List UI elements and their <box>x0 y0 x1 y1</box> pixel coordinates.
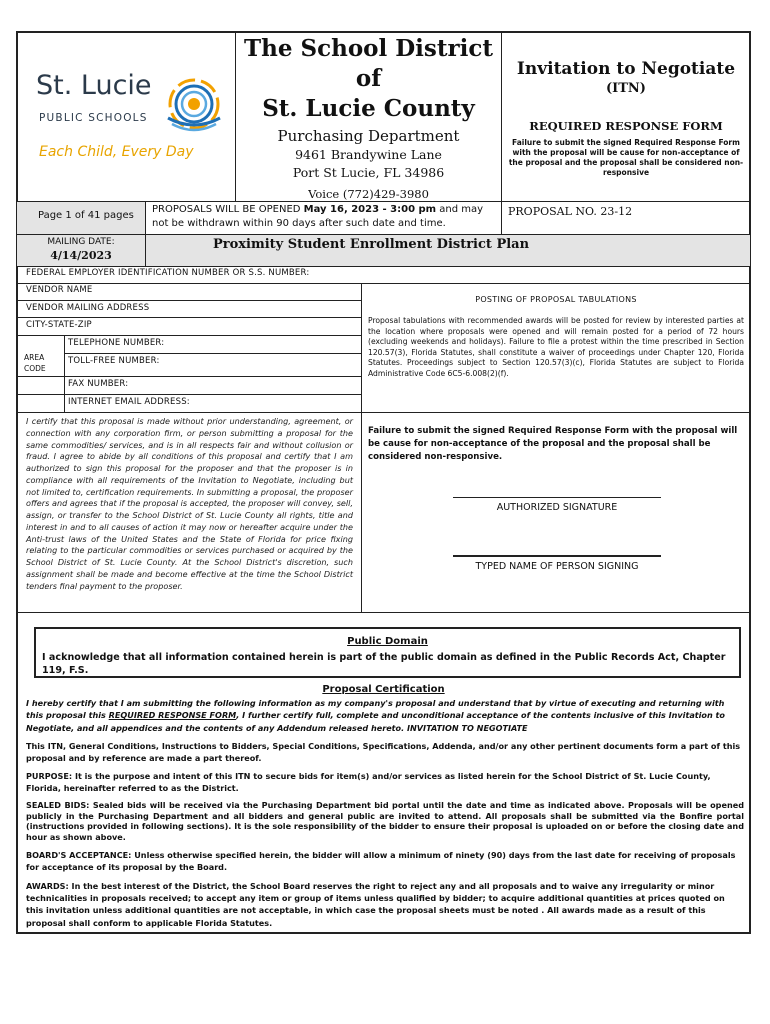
mailing-date-block <box>17 236 145 264</box>
authorized-signature-line[interactable] <box>453 497 661 498</box>
email-field[interactable]: INTERNET EMAIL ADDRESS: <box>68 397 190 407</box>
proposal-certification-text <box>26 697 744 734</box>
opening-suffix: and may <box>436 204 484 215</box>
proposal-number: PROPOSAL NO. 23-12 <box>508 205 633 218</box>
failure-notice: Failure to submit the signed Required Response Form with the proposal will be cause for non-acceptance of the proposal and the proposal shall be considered non-responsive. <box>368 426 738 462</box>
purpose-clause: PURPOSE: It is the purpose and intent of this ITN to secure bids for item(s) and/or services as listed herein for the School District of St. Lucie County, Florida, hereinafter referred to as the District. <box>26 771 711 793</box>
department-name: Purchasing Department <box>277 127 460 145</box>
toll-free-field[interactable]: TOLL-FREE NUMBER: <box>68 356 160 366</box>
opening-notice <box>152 203 497 231</box>
sun-logo-icon <box>158 74 238 140</box>
itn-abbr: (ITN) <box>606 81 646 96</box>
public-domain-heading: Public Domain <box>347 636 428 647</box>
required-form-note: Failure to submit the signed Required Response Form with the proposal will be cause for non-acceptance of the proposal and the proposal shall be considered non-responsive <box>508 138 744 177</box>
awards-clause: AWARDS: In the best interest of the District, the School Board reserves the right to reject any and all proposals and to waive any irregularity or minor technicalities in proposals received; to accept any item or group of items unless qualified by bidder; to acquire additional quantities at prices quoted on this invitation unless additional quantities are not acceptable, in which case the proposal sheets must be noted . All awards made as a result of this proposal shall conform to applicable Florida Statutes. <box>26 881 725 928</box>
public-domain-text: I acknowledge that all information contained herein is part of the public domain as defined in the Public Records Act, Chapter 119, F.S. <box>42 652 726 676</box>
typed-name-label: TYPED NAME OF PERSON SIGNING <box>475 561 639 572</box>
proposal-certification-heading: Proposal Certification <box>322 684 445 695</box>
logo-subtitle: PUBLIC SCHOOLS <box>39 112 148 124</box>
logo-tagline: Each Child, Every Day <box>39 144 194 160</box>
vendor-address-field[interactable]: VENDOR MAILING ADDRESS <box>26 303 150 313</box>
address-line2: Port St Lucie, FL 34986 <box>292 165 445 180</box>
district-title-line2: of <box>355 65 382 92</box>
mailing-date: 4/14/2023 <box>50 249 112 262</box>
posting-text: Proposal tabulations with recommended awards will be posted for review by interested parties at the location where proposals were opened and will remain posted for a period of 72 hours (excluding weekends and holidays). Failure to file a protest within the time prescribed in Section 120.57(3), Florida Statutes, shall constitute a waiver of proceedings under Chapter 120, Florida Statutes. Proceedings subject to Section 120.57(3)(c), Florida Statutes are subject to Florida Administrative Code 6C5-6.008(2)(f). <box>368 316 744 378</box>
logo-name: St. Lucie <box>36 70 152 101</box>
voice-phone: Voice (772)429-3980 <box>308 187 429 201</box>
certification-text-b: , I further certify full, complete and unconditional acceptance of the contents inclusive of this Invitation to Negotiate, and all appendices and the contents of any Addendum released hereto. INVITATION TO NEGOTIATE <box>26 710 725 733</box>
district-title-line3: St. Lucie County <box>262 95 475 122</box>
certify-text: I certify that this proposal is made without prior understanding, agreement, or connection with any corporation firm, or person submitting a proposal for the same commodities/ services, and is in all respects fair and without collusion or fraud. I agree to abide by all conditions of this proposal and certify that I am authorized to sign this proposal for the proposer and that the proposer is in compliance with all requirements of the Invitation to Negotiate, including but not limited to, certification requirements. In submitting a proposal, the proposer offers and agrees that if the proposal is accepted, the proposer will convey, sell, assign, or transfer to the School District of St. Lucie County all rights, title and interest in and to all causes of action it may now or hereafter acquire under the Anti-trust laws of the United States and the State of Florida for price fixing relating to the particular commodities or services purchased or acquired by the School District of St. Lucie County. At the School District's discretion, such assignment shall be made and become effective at the time the School District tenders final payment to the proposer. <box>26 416 353 591</box>
mailing-date-label: MAILING DATE: <box>47 237 115 247</box>
sealed-bids-clause: SEALED BIDS: Sealed bids will be received via the Purchasing Department bid portal until the date and time as indicated above. Proposals will be opened publicly in the Purchasing Department and all bidders and general public are invited to attend. All proposals shall be submitted via the Bonfire portal (instructions provided in following sections). It is the sole responsibility of the bidder to ensure their proposal is uploaded on or before the closing date and hour as shown above. <box>26 800 744 842</box>
telephone-field[interactable]: TELEPHONE NUMBER: <box>68 338 165 348</box>
project-title: Proximity Student Enrollment District Plan <box>212 237 530 252</box>
itn-header <box>502 58 750 178</box>
certification-form-name: REQUIRED RESPONSE FORM <box>108 710 237 721</box>
vendor-name-field[interactable]: VENDOR NAME <box>26 285 93 295</box>
fein-field[interactable]: FEDERAL EMPLOYER IDENTIFICATION NUMBER OR S.S. NUMBER: <box>26 268 310 278</box>
area-code-label: AREA CODE <box>24 353 46 373</box>
district-header <box>236 34 501 204</box>
posting-heading: POSTING OF PROPOSAL TABULATIONS <box>475 295 637 304</box>
typed-name-line[interactable] <box>453 555 661 557</box>
boards-acceptance-clause: BOARD'S ACCEPTANCE: Unless otherwise specified herein, the bidder will allow a minimum of ninety (90) days from the last date for receiving of proposals for acceptance of its proposal by the Board. <box>26 850 736 872</box>
district-title-line1: The School District <box>244 35 493 62</box>
withdraw-notice: not be withdrawn within 90 days after such date and time. <box>152 218 446 229</box>
district-logo <box>36 68 236 168</box>
itn-title: Invitation to Negotiate <box>516 59 736 79</box>
address-line1: 9461 Brandywine Lane <box>295 147 442 162</box>
required-form-title: REQUIRED RESPONSE FORM <box>529 119 723 133</box>
fax-field[interactable]: FAX NUMBER: <box>68 379 129 389</box>
certification-text-a: I hereby certify that I am submitting the following information as my company's proposal and understand that by virtue of executing and returning with this proposal this <box>26 698 725 721</box>
opening-date: May 16, 2023 - 3:00 pm <box>303 204 437 215</box>
authorized-signature-label: AUTHORIZED SIGNATURE <box>496 502 618 513</box>
page-count: Page 1 of 41 pages <box>38 210 134 221</box>
opening-prefix: PROPOSALS WILL BE OPENED <box>152 204 304 215</box>
city-state-zip-field[interactable]: CITY-STATE-ZIP <box>26 320 92 330</box>
itn-documents-clause: This ITN, General Conditions, Instructions to Bidders, Special Conditions, Specifications, Addenda, and/or any other pertinent documents form a part of this proposal and by reference are made a part thereof. <box>26 741 741 763</box>
